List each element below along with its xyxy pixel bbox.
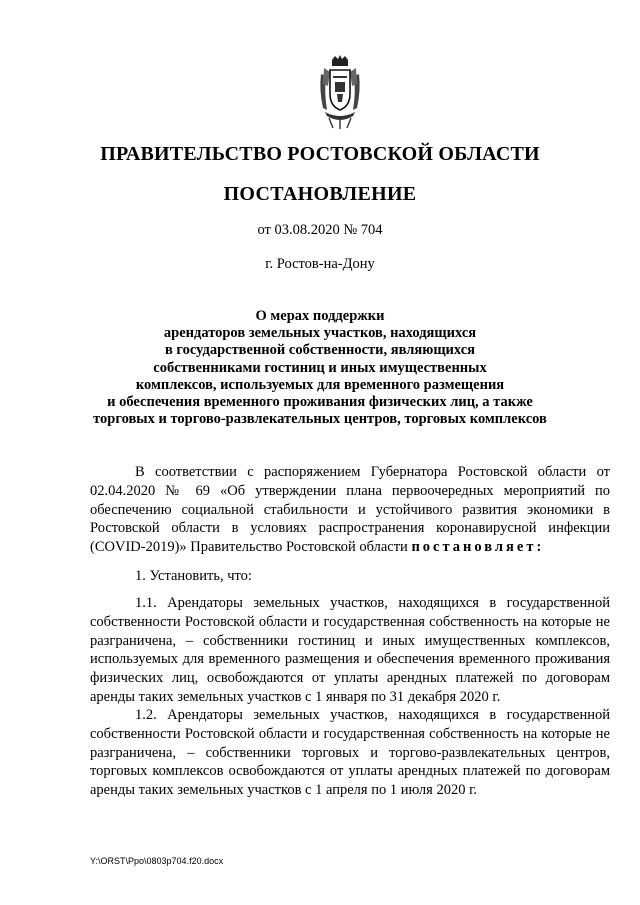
item-1-1-text: 1.1. Арендаторы земельных участков, находящихся в государственной собственности Ростовской области и государственная собственность на которые не разграничена, – собственники гостиниц и иных имущественных комплексов, используемых для временного размещения и обеспечения временного проживания физических лиц, освобождаются от уплаты арендных платежей по договорам аренды таких земельных участков с 1 января по 31 декабря 2020 г. xyxy=(90,595,610,705)
subject-line: комплексов, используемых для временного размещения xyxy=(135,376,505,393)
item-1-2 xyxy=(90,706,610,800)
footer-file-path: Y:\ORST\Ppo\0803p704.f20.docx xyxy=(90,856,224,866)
item-1-text: 1. Установить, что: xyxy=(135,568,252,584)
item-1-1 xyxy=(90,594,610,707)
intro-text: В соответствии с распоряжением Губернатора Ростовской области от 02.04.2020 № 69 «Об утверждении плана первоочередных мероприятий по обеспечению социальной стабильности и устойчивого развития экономики в Ростовской области в условиях распространения коронавирусной инфекции (COVID-2019)» Правительство Ростовской области xyxy=(90,464,610,556)
subject-line: арендаторов земельных участков, находящихся xyxy=(163,325,477,342)
document-subject xyxy=(0,308,640,428)
subject-line: торговых и торгово-развлекательных центров, торговых комплексов xyxy=(93,411,547,428)
subject-line: собственниками гостиниц и иных имущественных xyxy=(153,359,487,376)
subject-line: в государственной собственности, являющихся xyxy=(164,342,476,359)
item-1-2-text: 1.2. Арендаторы земельных участков, находящихся в государственной собственности Ростовской области и государственная собственность на которые не разграничена, – собственники торговых и торгово-развлекательных центров, торговых комплексов освобождаются от уплаты арендных платежей по договорам аренды таких земельных участков с 1 апреля по 1 июля 2020 г. xyxy=(90,707,610,799)
coat-of-arms-emblem xyxy=(315,54,365,130)
document-city: г. Ростов-на-Дону xyxy=(265,256,375,272)
subject-line: и обеспечения временного проживания физических лиц, а также xyxy=(107,394,533,411)
government-title: ПРАВИТЕЛЬСТВО РОСТОВСКОЙ ОБЛАСТИ xyxy=(100,143,540,165)
subject-line: О мерах поддержки xyxy=(255,308,385,324)
resolution-keyword: постановляет: xyxy=(411,539,545,556)
item-1 xyxy=(90,567,610,586)
document-date-number: от 03.08.2020 № 704 xyxy=(257,222,383,238)
intro-paragraph xyxy=(90,463,610,557)
document-type: ПОСТАНОВЛЕНИЕ xyxy=(223,183,417,205)
